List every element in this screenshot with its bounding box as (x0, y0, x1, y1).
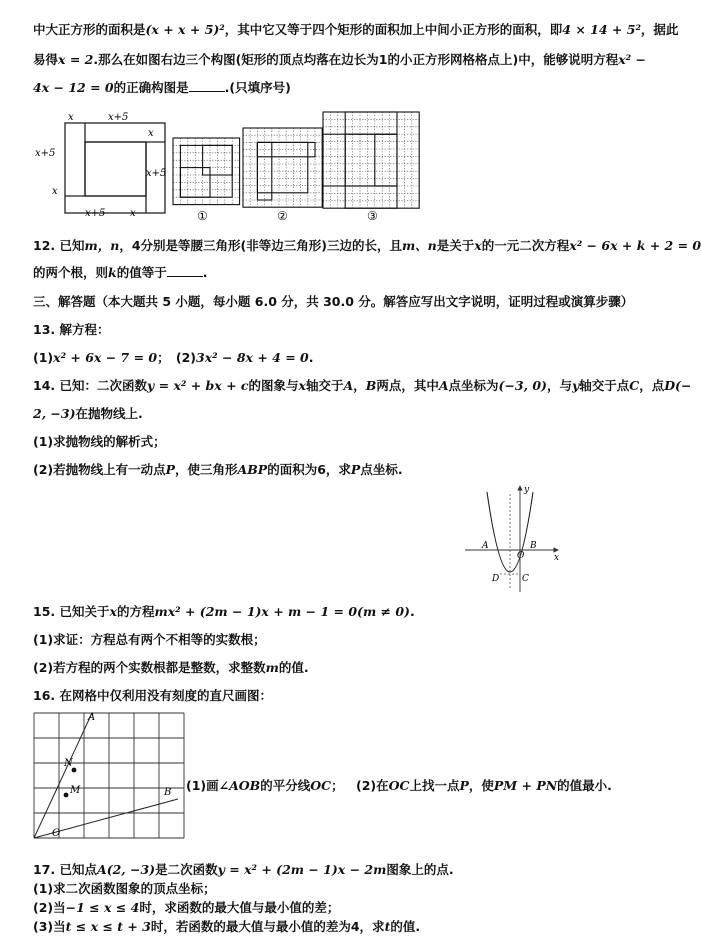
label-A: A (482, 541, 489, 551)
text: 的两个根，则 (33, 265, 109, 280)
grid-figure-1 (173, 138, 240, 205)
math: (−3, 0) (498, 378, 547, 393)
grid-figure-2 (243, 128, 322, 207)
text: 点坐标为 (448, 378, 499, 393)
label-x5-bottom: x+5 (85, 208, 106, 219)
math: x² − 6x + k + 2 = 0 (569, 238, 701, 253)
text: 图象上的点. (386, 862, 454, 877)
label-x-right: x (148, 128, 154, 139)
math: 4 × 14 + 5² (562, 22, 641, 37)
label-x5-right: x+5 (146, 168, 167, 179)
math: A(2, −3) (97, 862, 156, 877)
text: . (409, 604, 415, 619)
q14-sub-2 (33, 462, 403, 478)
text: 易得 (33, 52, 59, 67)
q17-sub-2 (33, 900, 339, 916)
label-C: C (522, 574, 529, 584)
text: 是二次函数 (155, 862, 218, 877)
label-x-top: x (68, 112, 74, 123)
math: A (438, 378, 449, 393)
math: m，n (84, 238, 120, 253)
math: 4x − 12 = 0 (33, 80, 114, 95)
text: 的值. (278, 660, 309, 675)
math: P (459, 778, 469, 793)
math: P (165, 462, 176, 477)
math: ∠AOB (218, 778, 261, 793)
text: ，使三角形 (175, 462, 238, 477)
math: x² + 6x − 7 = 0 (53, 350, 158, 365)
text: 的值最小. (557, 778, 612, 793)
text: 15. 已知关于 (33, 604, 110, 619)
text: 的平分线 (260, 778, 311, 793)
text: (1)画 (186, 778, 219, 793)
text: 的面积为6，求 (267, 462, 351, 477)
math: A (343, 378, 354, 393)
math: x (474, 238, 482, 253)
intro-line-2 (33, 52, 646, 68)
math: x (298, 378, 306, 393)
q16-grid-figure (30, 710, 186, 846)
grid-figure-3 (323, 112, 419, 208)
math: OC (310, 778, 332, 793)
q14-line-1 (33, 378, 691, 394)
q14-line-2 (33, 406, 143, 422)
math: m、n (401, 238, 437, 253)
text: ，与 (546, 378, 572, 393)
q16-task-1 (186, 778, 344, 794)
text: 中大正方形的面积是 (33, 22, 146, 37)
q17-sub-1: (1)求二次函数图象的顶点坐标； (33, 881, 216, 896)
q15-line-1 (33, 604, 415, 620)
q15-sub-1: (1)求证：方程总有两个不相等的实数根； (33, 632, 266, 647)
math: mx² + (2m − 1)x + m − 1 = 0(m ≠ 0) (154, 604, 410, 619)
text: 轴交于点 (579, 378, 630, 393)
q16-title: 16. 在网格中仅利用没有刻度的直尺画图： (33, 688, 272, 703)
text: ，其中它又等于四个矩形的面积加上中间小正方形的面积，即 (224, 22, 563, 37)
text: 的方程 (116, 604, 155, 619)
math: 2, −3) (33, 406, 76, 421)
math: OC (388, 778, 410, 793)
text: ，据此 (640, 22, 679, 37)
label-x5-top: x+5 (108, 112, 129, 123)
text: 时，求函数的最大值与最小值的差； (139, 900, 340, 915)
text: (2)在 (356, 778, 389, 793)
math: y (571, 378, 580, 393)
figure-label-2: ② (277, 209, 288, 223)
text: 14. 已知：二次函数 (33, 378, 147, 393)
text: (3)当 (33, 919, 66, 934)
text: (1) (33, 350, 54, 365)
text: ，4分别是等腰三角形(非等边三角形)三边的长，且 (119, 238, 402, 253)
math: C (629, 378, 640, 393)
label-B: B (164, 787, 172, 798)
math: B (365, 378, 377, 393)
text: 是关于 (436, 238, 475, 253)
q16-task-2 (356, 778, 612, 794)
intro-line-1 (33, 22, 678, 38)
q17-line-1 (33, 862, 454, 878)
label-A: A (88, 712, 96, 723)
q17-sub-3 (33, 919, 420, 935)
text: ，点 (639, 378, 665, 393)
figure-label-3: ③ (367, 209, 378, 223)
math: −1 ≤ x ≤ 4 (65, 900, 140, 915)
math: PM + PN (493, 778, 558, 793)
label-x: x (554, 553, 560, 563)
label-D: D (492, 574, 500, 584)
q12-line-2 (33, 265, 207, 281)
q12-line-1 (33, 238, 701, 254)
label-N: N (64, 758, 73, 769)
text: ； (331, 778, 344, 793)
text: 的正确构图是 (113, 80, 189, 95)
section-heading: 三、解答题（本大题共 5 小题，每小题 6.0 分，共 30.0 分。解答应写出文字说明，证明过程或演算步骤） (33, 294, 634, 309)
math: m (265, 660, 279, 675)
math: x² − (618, 52, 646, 67)
text: 17. 已知点 (33, 862, 97, 877)
label-x-left: x (52, 186, 58, 197)
text: ，使 (468, 778, 494, 793)
q13-equations (33, 350, 313, 366)
text: 12. 已知 (33, 238, 85, 253)
square-composition-figure (30, 108, 670, 226)
parabola-graph (460, 482, 565, 594)
text: 在抛物线上. (75, 406, 143, 421)
math: y = x² + bx + c (147, 378, 249, 393)
answer-blank[interactable] (167, 265, 203, 277)
math: (x + x + 5)² (145, 22, 225, 37)
label-x-bottom: x (130, 208, 136, 219)
text: 的一元二次方程 (481, 238, 570, 253)
q15-sub-2 (33, 660, 309, 676)
math: D(− (664, 378, 692, 393)
math: x (109, 604, 117, 619)
text: (2)若抛物线上有一动点 (33, 462, 166, 477)
text: . (202, 265, 208, 280)
text: ； (2) (157, 350, 197, 365)
text: . (308, 350, 314, 365)
label-O: O (52, 828, 61, 839)
text: 的图象与 (248, 378, 299, 393)
line-OA (34, 713, 92, 838)
label-O: O (517, 551, 525, 561)
figure-label-1: ① (197, 209, 208, 223)
text: .那么在如图右边三个构图(矩形的顶点均落在边长为1的小正方形网格格点上)中，能够说明方程 (93, 52, 619, 67)
answer-blank[interactable] (189, 80, 225, 92)
math: 3x² − 8x + 4 = 0 (196, 350, 309, 365)
math: x = 2 (58, 52, 94, 67)
text: ， (353, 378, 366, 393)
label-y: y (524, 485, 530, 495)
label-x5-left: x+5 (35, 148, 56, 159)
text: 两点，其中 (376, 378, 439, 393)
label-M: M (70, 785, 81, 796)
text: 上找一点 (409, 778, 460, 793)
text: 轴交于 (306, 378, 344, 393)
math: t ≤ x ≤ t + 3 (65, 919, 151, 934)
text: 点坐标. (360, 462, 403, 477)
text: .(只填序号) (224, 80, 291, 95)
intro-line-3 (33, 80, 291, 96)
label-B: B (530, 541, 537, 551)
text: 的值等于 (116, 265, 167, 280)
text: 的值. (390, 919, 421, 934)
point-M (64, 793, 69, 798)
math: t (384, 919, 391, 934)
math: ABP (237, 462, 268, 477)
text: (2)当 (33, 900, 66, 915)
math: y = x² + (2m − 1)x − 2m (217, 862, 387, 877)
q13-title: 13. 解方程： (33, 322, 110, 337)
q14-sub-1: (1)求抛物线的解析式； (33, 434, 166, 449)
text: 时，若函数的最大值与最小值的差为4，求 (150, 919, 385, 934)
math: k (108, 265, 117, 280)
math: P (350, 462, 361, 477)
text: (2)若方程的两个实数根都是整数，求整数 (33, 660, 266, 675)
